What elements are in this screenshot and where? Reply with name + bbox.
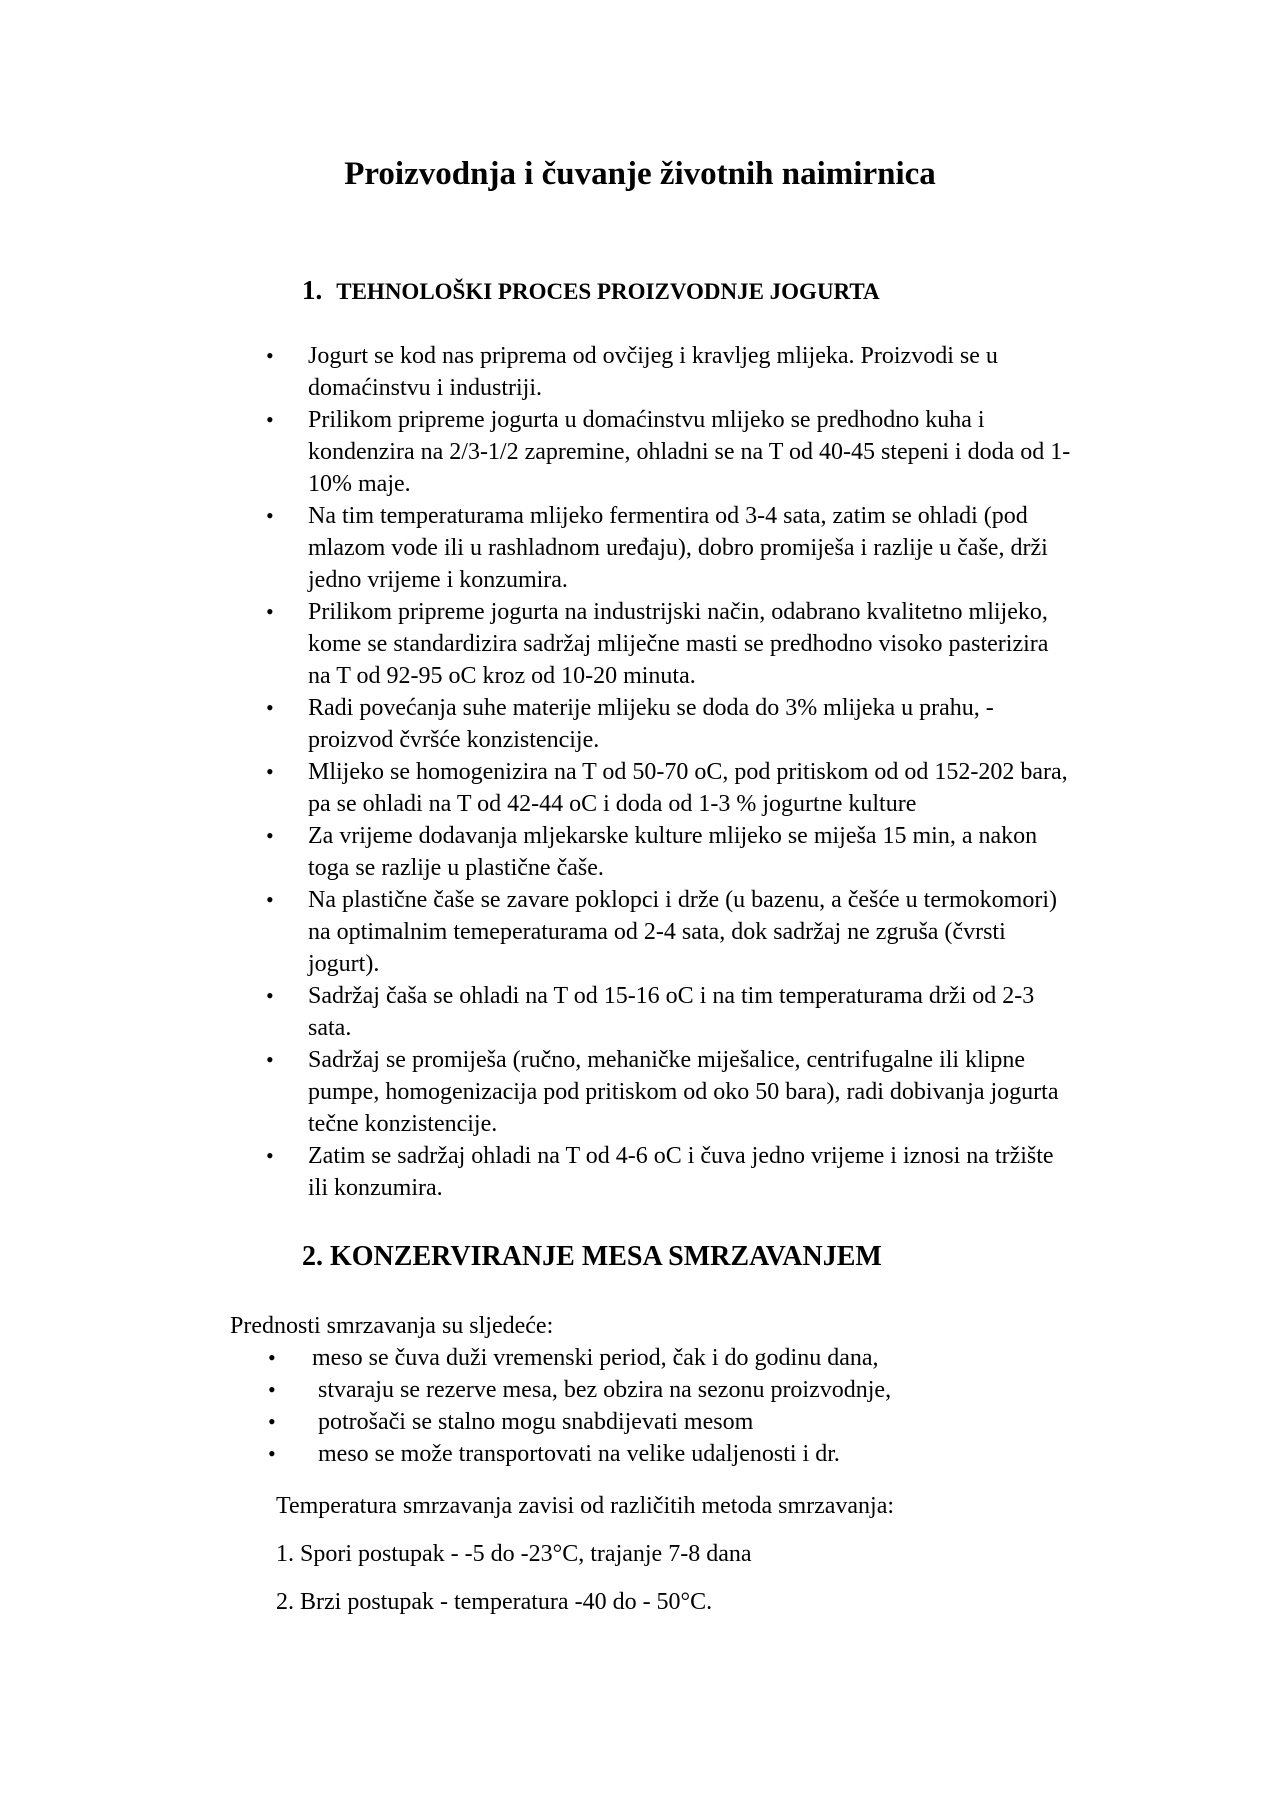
bullet-icon: •	[266, 887, 274, 912]
section1-list	[0, 340, 1280, 1204]
bullet-icon: •	[266, 503, 274, 528]
list-item: • meso se može transportovati na velike udaljenosti i dr.	[0, 1438, 1280, 1470]
paragraph-fast-method: 2. Brzi postupak - temperatura -40 do - 50°C.	[276, 1589, 713, 1615]
section2-list	[0, 1342, 1280, 1470]
list-item: • Na plastične čaše se zavare poklopci i drže (u bazenu, a češće u termokomori) na optimalnim temeperaturama od 2-4 sata, dok sadržaj ne zgruša (čvrsti jogurt).	[0, 884, 1138, 980]
list-item: • potrošači se stalno mogu snabdijevati mesom	[0, 1406, 1280, 1438]
bullet-icon: •	[266, 983, 274, 1008]
list-item: • meso se čuva duži vremenski period, čak i do godinu dana,	[0, 1342, 1280, 1374]
list-item: • stvaraju se rezerve mesa, bez obzira na sezonu proizvodnje,	[0, 1374, 1280, 1406]
paragraph-slow-method: 1. Spori postupak - -5 do -23°C, trajanje 7-8 dana	[276, 1541, 752, 1567]
bullet-icon: •	[266, 1143, 274, 1168]
list-item: • Jogurt se kod nas priprema od ovčijeg i kravljeg mlijeka. Proizvodi se u domaćinstvu i industriji.	[0, 340, 1138, 404]
bullet-icon: •	[266, 823, 274, 848]
bullet-icon: •	[268, 1377, 276, 1402]
bullet-icon: •	[266, 407, 274, 432]
list-item: • Prilikom pripreme jogurta u domaćinstvu mlijeko se predhodno kuha i kondenzira na 2/3-1/2 zapremine, ohladni se na T od 40-45 stepeni i doda od 1- 10% maje.	[0, 404, 1138, 500]
section1-number: 1.	[302, 275, 323, 305]
list-item: • Sadržaj čaša se ohladi na T od 15-16 oC i na tim temperaturama drži od 2-3 sata.	[0, 980, 1138, 1044]
bullet-icon: •	[266, 695, 274, 720]
list-item: • Zatim se sadržaj ohladi na T od 4-6 oC i čuva jedno vrijeme i iznosi na tržište ili konzumira.	[0, 1140, 1138, 1204]
bullet-icon: •	[266, 343, 274, 368]
bullet-icon: •	[268, 1345, 276, 1370]
list-item: • Prilikom pripreme jogurta na industrijski način, odabrano kvalitetno mlijeko, kome se standardizira sadržaj mliječne masti se predhodno visoko pasterizira na T od 92-95 oC kroz od 10-20 minuta.	[0, 596, 1138, 692]
bullet-icon: •	[266, 1047, 274, 1072]
bullet-icon: •	[268, 1441, 276, 1466]
paragraph-temperature: Temperatura smrzavanja zavisi od različitih metoda smrzavanja:	[276, 1493, 895, 1519]
list-item: • Sadržaj se promiješa (ručno, mehaničke miješalice, centrifugalne ili klipne pumpe, homogenizacija pod pritiskom od oko 50 bara), radi dobivanja jogurta tečne konzistencije.	[0, 1044, 1138, 1140]
bullet-icon: •	[266, 599, 274, 624]
list-item: • Na tim temperaturama mlijeko fermentira od 3-4 sata, zatim se ohladi (pod mlazom vode ili u rashladnom uređaju), dobro promiješa i razlije u čaše, drži jedno vrijeme i konzumira.	[0, 500, 1138, 596]
section1-heading-text: TEHNOLOŠKI PROCES PROIZVODNJE JOGURTA	[336, 279, 880, 304]
bullet-icon: •	[266, 759, 274, 784]
section2-intro: Prednosti smrzavanja su sljedeće:	[230, 1313, 554, 1339]
document-title: Proizvodnja i čuvanje životnih naimirnica	[344, 156, 936, 192]
bullet-icon: •	[268, 1409, 276, 1434]
list-item: • Mlijeko se homogenizira na T od 50-70 oC, pod pritiskom od od 152-202 bara, pa se ohladi na T od 42-44 oC i doda od 1-3 % jogurtne kulture	[0, 756, 1138, 820]
list-item: • Za vrijeme dodavanja mljekarske kulture mlijeko se miješa 15 min, a nakon toga se razlije u plastične čaše.	[0, 820, 1138, 884]
list-item: • Radi povećanja suhe materije mlijeku se doda do 3% mlijeka u prahu, - proizvod čvršće konzistencije.	[0, 692, 1138, 756]
section2-heading: 2. KONZERVIRANJE MESA SMRZAVANJEM	[302, 1241, 882, 1272]
section1-heading	[302, 275, 880, 307]
